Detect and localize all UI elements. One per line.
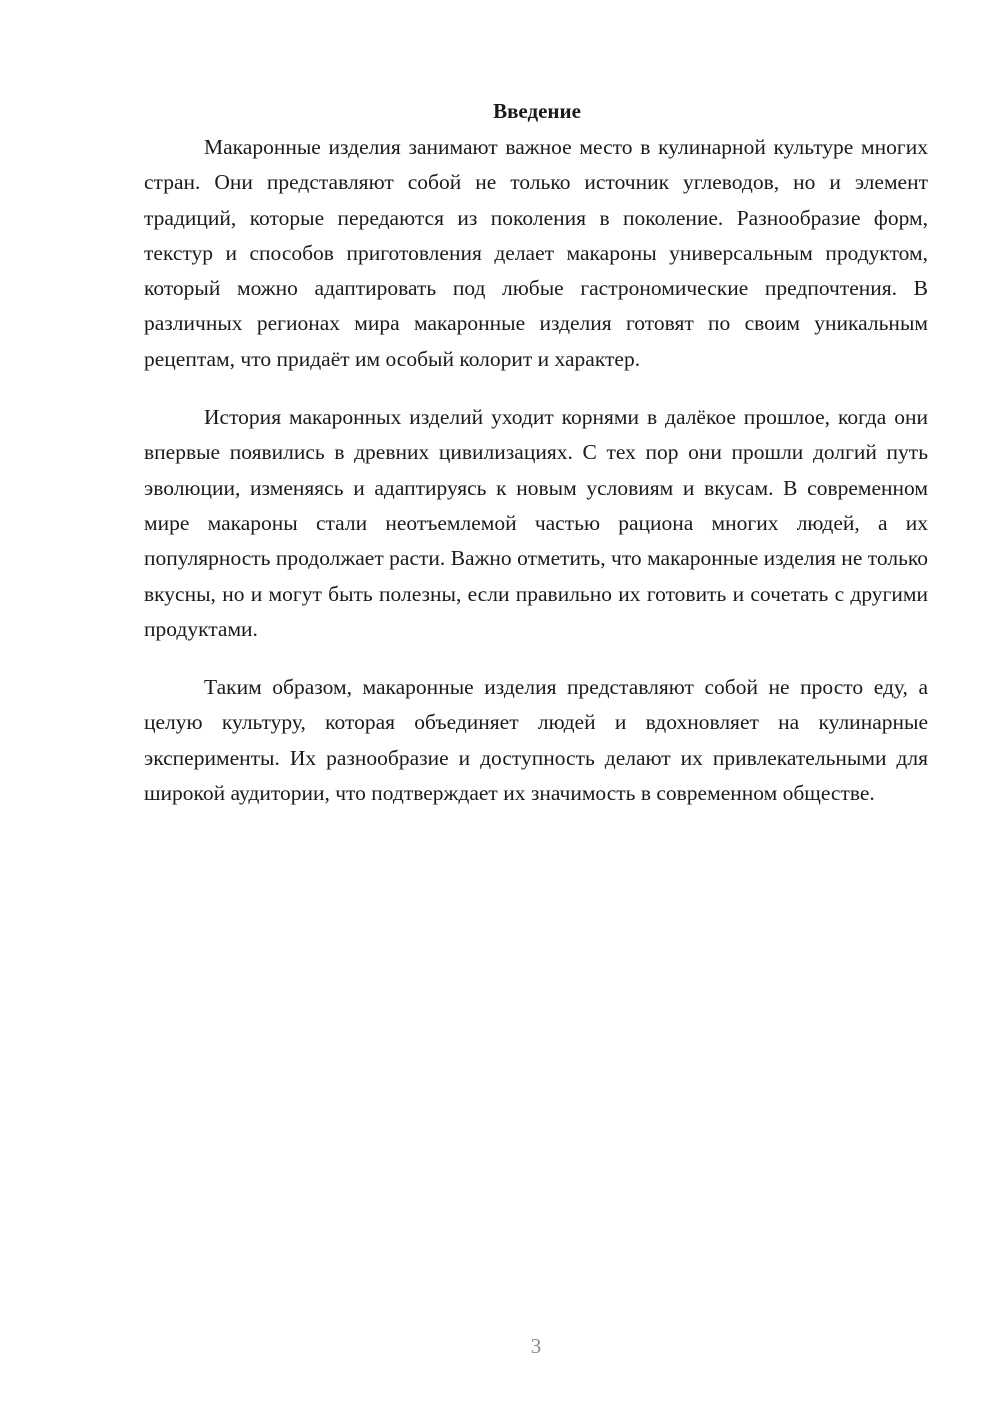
page-number: 3	[530, 1334, 542, 1358]
paragraph-1: Макаронные изделия занимают важное место в кулинарной культуре многих стран. Они представляют собой не только источник углеводов, но и элемент традиций, которые передаются из поколения в поколение. Разнообразие форм, текстур и способов приготовления делает макароны универсальным продуктом, который можно адаптировать под любые гастрономические предпочтения. В различных регионах мира макаронные изделия готовят по своим уникальным рецептам, что придаёт им особый колорит и характер.	[144, 135, 928, 371]
paragraph-2: История макаронных изделий уходит корнями в далёкое прошлое, когда они впервые появились в древних цивилизациях. С тех пор они прошли долгий путь эволюции, изменяясь и адаптируясь к новым условиям и вкусам. В современном мире макароны стали неотъемлемой частью рациона многих людей, а их популярность продолжает расти. Важно отметить, что макаронные изделия не только вкусны, но и могут быть полезны, если правильно их готовить и сочетать с другими продуктами.	[144, 405, 928, 641]
page-content	[144, 96, 928, 834]
section-title: Введение	[493, 99, 581, 123]
paragraph-3: Таким образом, макаронные изделия представляют собой не просто еду, а целую культуру, которая объединяет людей и вдохновляет на кулинарные эксперименты. Их разнообразие и доступность делают их привлекательными для широкой аудитории, что подтверждает их значимость в современном обществе.	[144, 675, 928, 806]
